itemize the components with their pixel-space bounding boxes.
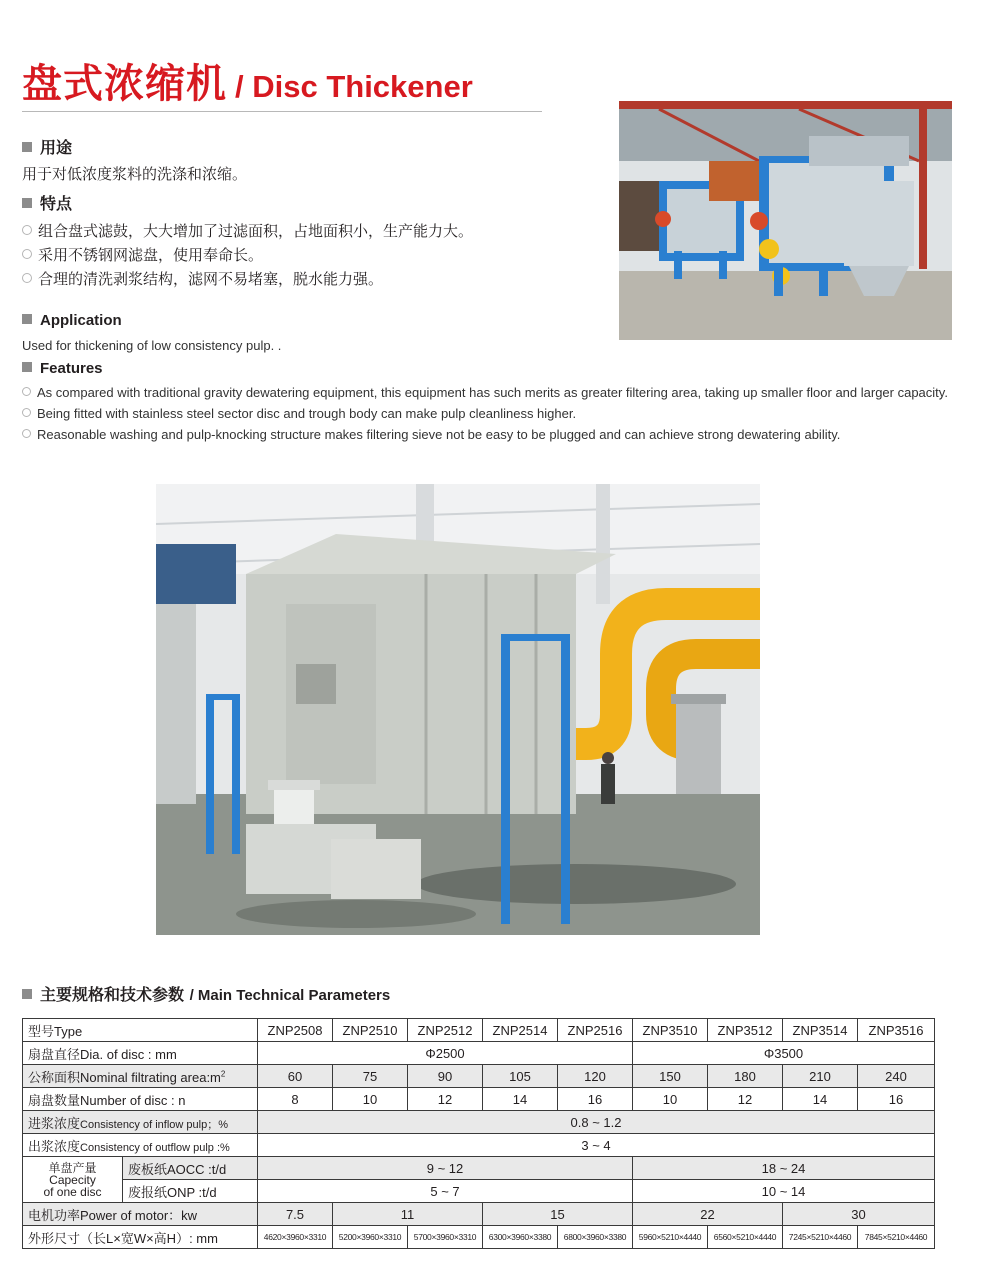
value-cell: 5700×3960×3310 [408, 1226, 483, 1249]
square-bullet-icon [22, 362, 32, 372]
value-cell: 4620×3960×3310 [258, 1226, 333, 1249]
circle-bullet-icon [22, 387, 31, 396]
value-cell: 0.8 ~ 1.2 [258, 1111, 935, 1134]
value-cell: 18 ~ 24 [633, 1157, 935, 1180]
product-photo-small [619, 101, 952, 340]
table-row-dims [23, 1226, 935, 1249]
value-cell: Φ3500 [633, 1042, 935, 1065]
circle-bullet-icon [22, 273, 32, 283]
row-label: 型号Type [23, 1019, 258, 1042]
value-cell: 7845×5210×4460 [858, 1226, 935, 1249]
capacity-label: 单盘产量 Capecity of one disc [23, 1157, 123, 1203]
value-cell: 8 [258, 1088, 333, 1111]
model-cell: ZNP2512 [408, 1019, 483, 1042]
params-table [22, 1018, 935, 1249]
value-cell: 180 [708, 1065, 783, 1088]
row-label: 扇盘数量Number of disc : n [23, 1088, 258, 1111]
value-cell: 11 [333, 1203, 483, 1226]
value-cell: 9 ~ 12 [258, 1157, 633, 1180]
table-row-number [23, 1088, 935, 1111]
title-cn: 盘式浓缩机 [22, 61, 227, 107]
table-row-dia [23, 1042, 935, 1065]
table-row-area [23, 1065, 935, 1088]
value-cell: 105 [483, 1065, 558, 1088]
value-cell: 240 [858, 1065, 935, 1088]
value-cell: 6560×5210×4440 [708, 1226, 783, 1249]
row-label: 废板纸AOCC :t/d [123, 1157, 258, 1180]
square-bullet-icon [22, 198, 32, 208]
cn-feature-item: 组合盘式滤鼓，大大增加了过滤面积，占地面积小，生产能力大。 [22, 220, 473, 241]
value-cell: 210 [783, 1065, 858, 1088]
value-cell: 120 [558, 1065, 633, 1088]
square-bullet-icon [22, 142, 32, 152]
circle-bullet-icon [22, 429, 31, 438]
table-row-outflow [23, 1134, 935, 1157]
model-cell: ZNP3512 [708, 1019, 783, 1042]
circle-bullet-icon [22, 249, 32, 259]
row-label: 扇盘直径Dia. of disc : mm [23, 1042, 258, 1065]
model-cell: ZNP3514 [783, 1019, 858, 1042]
value-cell: 6800×3960×3380 [558, 1226, 633, 1249]
value-cell: 22 [633, 1203, 783, 1226]
table-row-type [23, 1019, 935, 1042]
table-row-power [23, 1203, 935, 1226]
cn-application-text: 用于对低浓度浆料的洗涤和浓缩。 [22, 165, 248, 183]
en-application-heading: Application [22, 312, 122, 329]
value-cell: 16 [558, 1088, 633, 1111]
en-features-heading: Features [22, 360, 103, 377]
value-cell: 12 [408, 1088, 483, 1111]
value-cell: 60 [258, 1065, 333, 1088]
value-cell: 3 ~ 4 [258, 1134, 935, 1157]
row-label: 公称面积Nominal filtrating $area:m^2$ [23, 1065, 258, 1088]
value-cell: 10 [333, 1088, 408, 1111]
value-cell: 150 [633, 1065, 708, 1088]
value-cell: 14 [483, 1088, 558, 1111]
row-label: 电机功率Power of motor：kw [23, 1203, 258, 1226]
params-heading [22, 982, 390, 1005]
row-label: 出浆浓度Consistency of outflow pulp :% [23, 1134, 258, 1157]
row-label: 废报纸ONP :t/d [123, 1180, 258, 1203]
value-cell: 90 [408, 1065, 483, 1088]
value-cell: 5 ~ 7 [258, 1180, 633, 1203]
circle-bullet-icon [22, 408, 31, 417]
model-cell: ZNP2516 [558, 1019, 633, 1042]
cn-application-heading: 用途 [22, 135, 72, 158]
value-cell: 7245×5210×4460 [783, 1226, 858, 1249]
square-bullet-icon [22, 314, 32, 324]
cn-feature-item: 合理的清洗剥浆结构，滤网不易堵塞，脱水能力强。 [22, 268, 383, 289]
model-cell: ZNP2508 [258, 1019, 333, 1042]
title-divider [22, 111, 542, 112]
en-feature-item: As compared with traditional gravity dewatering equipment, this equipment has such merits as greater filtering area, taking up smaller floor and larger capacity. [22, 385, 948, 400]
product-photo-large [156, 484, 760, 935]
model-cell: ZNP3516 [858, 1019, 935, 1042]
value-cell: 6300×3960×3380 [483, 1226, 558, 1249]
model-cell: ZNP2510 [333, 1019, 408, 1042]
value-cell: 7.5 [258, 1203, 333, 1226]
table-row-inflow [23, 1111, 935, 1134]
circle-bullet-icon [22, 225, 32, 235]
row-label: 外形尺寸（长L×宽W×高H）: mm [23, 1226, 258, 1249]
cn-features-heading: 特点 [22, 191, 72, 214]
params-heading-en: / Main Technical Parameters [189, 987, 391, 1004]
page-title [22, 52, 473, 109]
value-cell: 10 ~ 14 [633, 1180, 935, 1203]
value-cell: 30 [783, 1203, 935, 1226]
en-application-text: Used for thickening of low consistency pulp. . [22, 338, 282, 353]
model-cell: ZNP3510 [633, 1019, 708, 1042]
en-feature-item: Reasonable washing and pulp-knocking structure makes filtering sieve not be easy to be plugged and can achieve strong dewatering ability. [22, 427, 840, 442]
cn-feature-item: 采用不锈钢网滤盘，使用奉命长。 [22, 244, 263, 265]
square-bullet-icon [22, 989, 32, 999]
model-cell: ZNP2514 [483, 1019, 558, 1042]
value-cell: 12 [708, 1088, 783, 1111]
table-row-aocc [23, 1157, 935, 1180]
value-cell: 14 [783, 1088, 858, 1111]
value-cell: Φ2500 [258, 1042, 633, 1065]
en-feature-item: Being fitted with stainless steel sector disc and trough body can make pulp cleanliness higher. [22, 406, 576, 421]
value-cell: 16 [858, 1088, 935, 1111]
value-cell: 5960×5210×4440 [633, 1226, 708, 1249]
value-cell: 5200×3960×3310 [333, 1226, 408, 1249]
table-row-onp [23, 1180, 935, 1203]
params-heading-cn: 主要规格和技术参数 [40, 985, 185, 1004]
title-en: / Disc Thickener [235, 69, 473, 104]
row-label: 进浆浓度Consistency of inflow pulp；% [23, 1111, 258, 1134]
value-cell: 15 [483, 1203, 633, 1226]
value-cell: 10 [633, 1088, 708, 1111]
value-cell: 75 [333, 1065, 408, 1088]
